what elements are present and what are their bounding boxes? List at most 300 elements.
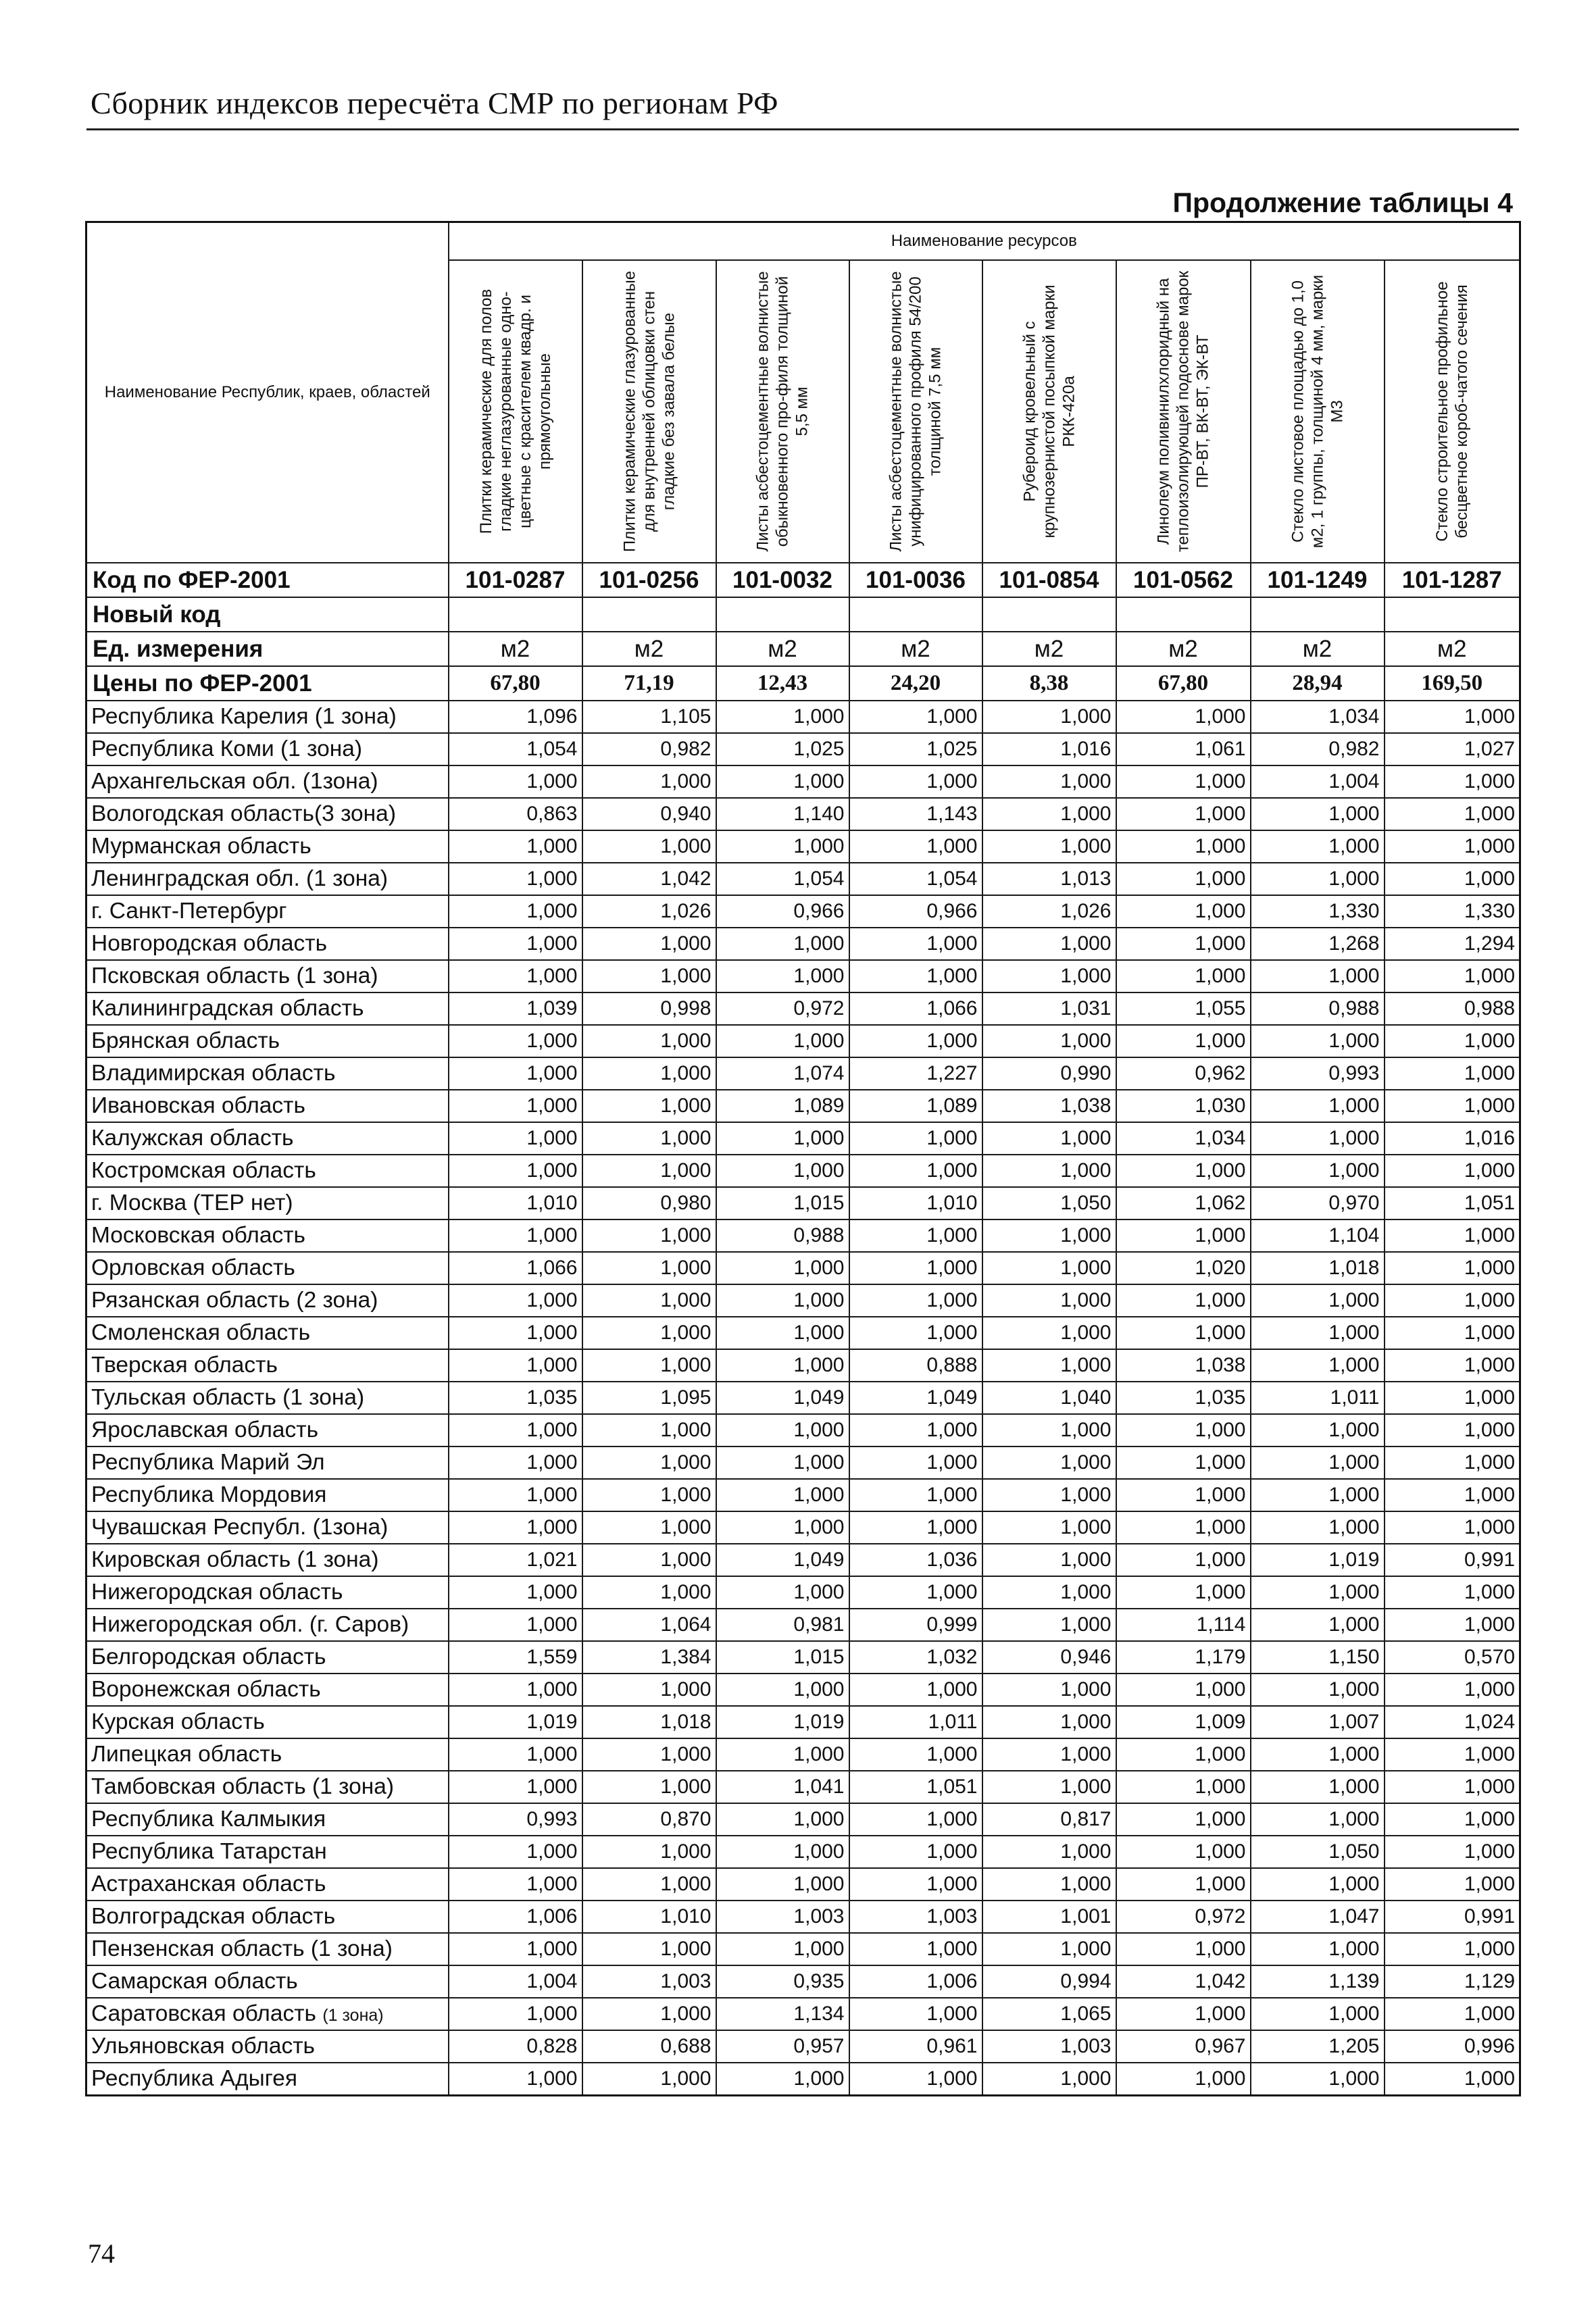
unit-cell: м2 xyxy=(716,632,849,666)
region-name: Республика Карелия (1 зона) xyxy=(91,704,397,729)
coefficient-cell: 1,000 xyxy=(716,1738,849,1771)
coefficient-cell: 1,050 xyxy=(1251,1836,1385,1868)
coefficient-cell: 1,000 xyxy=(1251,830,1385,863)
coefficient-cell: 1,001 xyxy=(982,1901,1116,1933)
region-name: Нижегородская область xyxy=(91,1580,343,1605)
region-name-cell xyxy=(86,1382,449,1414)
coefficient-cell: 1,000 xyxy=(1385,1674,1520,1706)
unit-row xyxy=(86,632,1520,666)
coefficient-cell: 0,988 xyxy=(716,1219,849,1252)
coefficient-cell: 1,000 xyxy=(716,2063,849,2096)
coefficient-cell: 1,227 xyxy=(849,1057,982,1090)
coefficient-cell: 0,972 xyxy=(716,992,849,1025)
coefficient-cell: 1,000 xyxy=(849,1155,982,1187)
coefficient-cell: 1,041 xyxy=(716,1771,849,1803)
coefficient-cell: 0,962 xyxy=(1116,1057,1251,1090)
coefficient-cell: 1,000 xyxy=(716,1479,849,1511)
region-name-cell xyxy=(86,1349,449,1382)
coefficient-cell: 1,038 xyxy=(1116,1349,1251,1382)
region-name-cell xyxy=(86,1933,449,1965)
region-name: Псковская область (1 зона) xyxy=(91,963,378,988)
coefficient-cell: 1,003 xyxy=(849,1901,982,1933)
coefficient-cell: 1,000 xyxy=(449,895,582,928)
coefficient-cell: 1,034 xyxy=(1251,701,1385,733)
coefficient-cell: 1,000 xyxy=(1385,1317,1520,1349)
coefficient-cell: 1,000 xyxy=(982,1706,1116,1738)
coefficient-cell: 1,000 xyxy=(1251,1674,1385,1706)
coefficient-cell: 1,019 xyxy=(449,1706,582,1738)
coefficient-cell: 1,000 xyxy=(449,1609,582,1641)
coefficient-cell: 1,139 xyxy=(1251,1965,1385,1998)
coefficient-cell: 1,000 xyxy=(1251,1349,1385,1382)
coefficient-cell: 1,054 xyxy=(449,733,582,765)
coefficient-cell: 0,999 xyxy=(849,1609,982,1641)
coefficient-cell: 1,035 xyxy=(449,1382,582,1414)
region-name: Саратовская область xyxy=(91,2001,317,2026)
new-code-row-label: Новый код xyxy=(86,597,449,632)
coefficient-cell: 1,000 xyxy=(1251,1122,1385,1155)
coefficient-cell: 1,000 xyxy=(449,1317,582,1349)
coefficient-cell: 1,000 xyxy=(1251,960,1385,992)
region-name: Ивановская область xyxy=(91,1093,305,1118)
coefficient-cell: 1,034 xyxy=(1116,1122,1251,1155)
region-name: Воронежская область xyxy=(91,1677,321,1702)
coefficient-cell: 0,993 xyxy=(1251,1057,1385,1090)
coefficient-cell: 1,000 xyxy=(982,960,1116,992)
coefficient-cell: 1,064 xyxy=(582,1609,716,1641)
region-name-cell xyxy=(86,1836,449,1868)
coefficient-cell: 0,957 xyxy=(716,2030,849,2063)
coefficient-cell: 1,003 xyxy=(982,2030,1116,2063)
coefficient-cell: 1,004 xyxy=(449,1965,582,1998)
coefficient-cell: 1,062 xyxy=(1116,1187,1251,1219)
coefficient-cell: 1,105 xyxy=(582,701,716,733)
coefficient-cell: 1,000 xyxy=(1385,765,1520,798)
coefficient-cell: 1,000 xyxy=(449,1511,582,1544)
coefficient-cell: 1,000 xyxy=(582,1479,716,1511)
region-name-cell xyxy=(86,798,449,830)
coefficient-cell: 1,000 xyxy=(1385,1349,1520,1382)
region-name: г. Санкт-Петербург xyxy=(91,899,287,924)
coefficient-cell: 1,000 xyxy=(982,1155,1116,1187)
coefficient-cell: 1,000 xyxy=(982,1414,1116,1447)
coefficient-cell: 0,991 xyxy=(1385,1901,1520,1933)
resource-column-header xyxy=(449,260,582,563)
new-code-cell xyxy=(716,597,849,632)
coefficient-cell: 1,000 xyxy=(449,1057,582,1090)
table-row xyxy=(86,992,1520,1025)
coefficient-cell: 1,000 xyxy=(1385,1576,1520,1609)
coefficient-cell: 1,000 xyxy=(582,765,716,798)
coefficient-cell: 1,000 xyxy=(582,1447,716,1479)
coefficient-cell: 1,000 xyxy=(1116,1738,1251,1771)
region-name: Чувашская Республ. (1зона) xyxy=(91,1515,389,1540)
coefficient-cell: 1,036 xyxy=(849,1544,982,1576)
table-row xyxy=(86,1414,1520,1447)
table-row xyxy=(86,1122,1520,1155)
coefficient-cell: 1,000 xyxy=(449,928,582,960)
coefficient-cell: 1,000 xyxy=(716,1933,849,1965)
coefficient-cell: 1,018 xyxy=(1251,1252,1385,1284)
price-row xyxy=(86,666,1520,701)
coefficient-cell: 1,000 xyxy=(582,1576,716,1609)
resource-column-header xyxy=(849,260,982,563)
coefficient-cell: 1,104 xyxy=(1251,1219,1385,1252)
price-cell: 67,80 xyxy=(1116,666,1251,701)
coefficient-cell: 1,025 xyxy=(716,733,849,765)
table-row xyxy=(86,1933,1520,1965)
coefficient-cell: 1,000 xyxy=(1385,1511,1520,1544)
coefficient-cell: 0,982 xyxy=(582,733,716,765)
coefficient-cell: 1,000 xyxy=(982,1479,1116,1511)
region-name: Ярославская область xyxy=(91,1417,319,1442)
coefficient-cell: 1,042 xyxy=(1116,1965,1251,1998)
region-name-cell xyxy=(86,1674,449,1706)
coefficient-cell: 1,114 xyxy=(1116,1609,1251,1641)
resource-column-header-text: Рубероид кровельный с крупнозернистой посыпкой марки РКК-420а xyxy=(1020,284,1078,538)
region-name: Липецкая область xyxy=(91,1742,282,1767)
coefficient-cell: 1,000 xyxy=(982,1252,1116,1284)
coefficient-cell: 0,990 xyxy=(982,1057,1116,1090)
coefficient-cell: 1,000 xyxy=(849,1219,982,1252)
coefficient-cell: 1,000 xyxy=(716,928,849,960)
coefficient-cell: 1,025 xyxy=(849,733,982,765)
coefficient-cell: 1,000 xyxy=(449,1219,582,1252)
coefficient-cell: 1,000 xyxy=(849,1511,982,1544)
coefficient-cell: 1,000 xyxy=(582,928,716,960)
coefficient-cell: 1,096 xyxy=(449,701,582,733)
coefficient-cell: 1,000 xyxy=(1116,798,1251,830)
coefficient-cell: 1,000 xyxy=(1251,1155,1385,1187)
price-cell: 67,80 xyxy=(449,666,582,701)
coefficient-cell: 1,000 xyxy=(1251,1803,1385,1836)
coefficient-cell: 0,988 xyxy=(1251,992,1385,1025)
region-name-cell xyxy=(86,2030,449,2063)
table-row xyxy=(86,1025,1520,1057)
coefficient-cell: 1,011 xyxy=(1251,1382,1385,1414)
coefficient-cell: 1,000 xyxy=(716,1836,849,1868)
resource-column-header-text: Стекло строительное профильное бесцветное короб-чатого сечения xyxy=(1432,281,1471,542)
coefficient-cell: 1,000 xyxy=(716,1155,849,1187)
region-name: Ленинградская обл. (1 зона) xyxy=(91,866,389,891)
region-name-cell xyxy=(86,1317,449,1349)
table-row xyxy=(86,1771,1520,1803)
region-name-cell xyxy=(86,1057,449,1090)
region-name: Нижегородская обл. (г. Саров) xyxy=(91,1612,409,1637)
coefficient-cell: 1,000 xyxy=(449,830,582,863)
coefficient-cell: 1,000 xyxy=(582,960,716,992)
coefficient-cell: 0,967 xyxy=(1116,2030,1251,2063)
region-name: Республика Коми (1 зона) xyxy=(91,736,362,761)
coefficient-cell: 1,000 xyxy=(1116,1511,1251,1544)
coefficient-cell: 1,000 xyxy=(1251,1576,1385,1609)
table-row xyxy=(86,1803,1520,1836)
new-code-cell xyxy=(1251,597,1385,632)
coefficient-cell: 1,000 xyxy=(849,1576,982,1609)
resource-column-header-text: Листы асбестоцементные волнистые унифицированного профиля 54/200 толщиной 7,5 мм xyxy=(887,271,945,552)
coefficient-cell: 1,000 xyxy=(716,1414,849,1447)
unit-cell: м2 xyxy=(449,632,582,666)
resource-column-header-text: Плитки керамические для полов гладкие неглазурованные одно-цветные с красителем квадр. и прямоугольные xyxy=(476,288,554,534)
region-name-cell xyxy=(86,1609,449,1641)
resource-column-header xyxy=(982,260,1116,563)
region-name: Смоленская область xyxy=(91,1320,311,1345)
region-name-cell xyxy=(86,1187,449,1219)
coefficient-cell: 1,000 xyxy=(982,928,1116,960)
region-name: Тамбовская область (1 зона) xyxy=(91,1774,395,1799)
coefficient-cell: 1,000 xyxy=(1116,1155,1251,1187)
coefficient-cell: 1,140 xyxy=(716,798,849,830)
region-name: Республика Калмыкия xyxy=(91,1807,326,1832)
coefficient-cell: 1,054 xyxy=(849,863,982,895)
coefficient-cell: 1,000 xyxy=(1116,1479,1251,1511)
coefficient-cell: 1,004 xyxy=(1251,765,1385,798)
table-row xyxy=(86,1447,1520,1479)
region-name: Рязанская область (2 зона) xyxy=(91,1288,378,1313)
table-row xyxy=(86,701,1520,733)
coefficient-cell: 1,000 xyxy=(449,1868,582,1901)
code-row-label: Код по ФЕР-2001 xyxy=(86,563,449,597)
coefficient-cell: 1,000 xyxy=(849,1414,982,1447)
coefficients-table xyxy=(85,221,1521,2096)
coefficient-cell: 1,049 xyxy=(716,1544,849,1576)
coefficient-cell: 1,000 xyxy=(582,1414,716,1447)
coefficient-cell: 1,000 xyxy=(982,1868,1116,1901)
region-name: Белгородская область xyxy=(91,1644,326,1669)
coefficient-cell: 1,000 xyxy=(1385,1025,1520,1057)
coefficient-cell: 1,000 xyxy=(982,2063,1116,2096)
coefficient-cell: 0,998 xyxy=(582,992,716,1025)
region-name: Ульяновская область xyxy=(91,2034,315,2059)
coefficient-cell: 0,993 xyxy=(449,1803,582,1836)
coefficient-cell: 1,026 xyxy=(982,895,1116,928)
coefficient-cell: 1,000 xyxy=(1116,1414,1251,1447)
coefficient-cell: 1,000 xyxy=(716,1122,849,1155)
code-row xyxy=(86,563,1520,597)
coefficient-cell: 1,089 xyxy=(716,1090,849,1122)
coefficient-cell: 0,981 xyxy=(716,1609,849,1641)
coefficient-cell: 1,000 xyxy=(1385,1284,1520,1317)
coefficient-cell: 0,988 xyxy=(1385,992,1520,1025)
region-name: Костромская область xyxy=(91,1158,316,1183)
coefficient-cell: 1,000 xyxy=(982,1544,1116,1576)
coefficient-cell: 1,000 xyxy=(849,2063,982,2096)
coefficient-cell: 1,294 xyxy=(1385,928,1520,960)
resource-code: 101-1249 xyxy=(1251,563,1385,597)
coefficient-cell: 1,000 xyxy=(1251,1479,1385,1511)
coefficient-cell: 1,000 xyxy=(716,765,849,798)
coefficient-cell: 1,035 xyxy=(1116,1382,1251,1414)
coefficient-cell: 1,384 xyxy=(582,1641,716,1674)
coefficient-cell: 1,000 xyxy=(1116,1998,1251,2030)
coefficient-cell: 1,019 xyxy=(716,1706,849,1738)
region-name-cell xyxy=(86,733,449,765)
table-row xyxy=(86,1738,1520,1771)
coefficient-cell: 1,000 xyxy=(1116,701,1251,733)
resource-column-header xyxy=(582,260,716,563)
table-row xyxy=(86,1641,1520,1674)
coefficient-cell: 1,000 xyxy=(716,1674,849,1706)
coefficient-cell: 1,024 xyxy=(1385,1706,1520,1738)
coefficient-cell: 1,000 xyxy=(1385,1057,1520,1090)
coefficient-cell: 1,000 xyxy=(716,1868,849,1901)
coefficient-cell: 0,935 xyxy=(716,1965,849,1998)
unit-cell: м2 xyxy=(982,632,1116,666)
coefficient-cell: 1,049 xyxy=(716,1382,849,1414)
table-row xyxy=(86,1284,1520,1317)
price-cell: 12,43 xyxy=(716,666,849,701)
coefficient-cell: 1,000 xyxy=(849,1868,982,1901)
new-code-row xyxy=(86,597,1520,632)
coefficient-cell: 1,000 xyxy=(449,1122,582,1155)
unit-cell: м2 xyxy=(582,632,716,666)
table-row xyxy=(86,1998,1520,2030)
new-code-cell xyxy=(582,597,716,632)
coefficient-cell: 1,000 xyxy=(982,1609,1116,1641)
coefficient-cell: 1,000 xyxy=(982,701,1116,733)
coefficient-cell: 1,000 xyxy=(982,830,1116,863)
coefficient-cell: 1,003 xyxy=(582,1965,716,1998)
coefficient-cell: 1,000 xyxy=(1251,1933,1385,1965)
coefficient-cell: 1,000 xyxy=(1385,1252,1520,1284)
table-row xyxy=(86,1706,1520,1738)
coefficient-cell: 1,000 xyxy=(982,1738,1116,1771)
coefficient-cell: 1,000 xyxy=(716,1025,849,1057)
coefficient-cell: 1,065 xyxy=(982,1998,1116,2030)
coefficient-cell: 1,000 xyxy=(1116,1219,1251,1252)
coefficient-cell: 1,000 xyxy=(849,1447,982,1479)
region-name-cell xyxy=(86,960,449,992)
unit-cell: м2 xyxy=(849,632,982,666)
region-name: Орловская область xyxy=(91,1255,295,1280)
region-name: г. Москва (ТЕР нет) xyxy=(91,1190,293,1215)
table-row xyxy=(86,1576,1520,1609)
region-name-cell xyxy=(86,1965,449,1998)
region-name: Московская область xyxy=(91,1223,306,1248)
coefficient-cell: 1,000 xyxy=(849,1252,982,1284)
coefficient-cell: 1,000 xyxy=(849,1025,982,1057)
coefficient-cell: 1,000 xyxy=(1251,1998,1385,2030)
region-name-cell xyxy=(86,992,449,1025)
coefficient-cell: 1,054 xyxy=(716,863,849,895)
coefficient-cell: 1,179 xyxy=(1116,1641,1251,1674)
new-code-cell xyxy=(449,597,582,632)
region-name-cell xyxy=(86,895,449,928)
coefficient-cell: 1,016 xyxy=(1385,1122,1520,1155)
coefficient-cell: 1,000 xyxy=(982,1771,1116,1803)
region-name-cell xyxy=(86,1155,449,1187)
coefficient-cell: 1,010 xyxy=(582,1901,716,1933)
region-name-note: (1 зона) xyxy=(322,2006,384,2025)
unit-cell: м2 xyxy=(1116,632,1251,666)
coefficient-cell: 1,000 xyxy=(582,1219,716,1252)
coefficient-cell: 1,000 xyxy=(582,1771,716,1803)
coefficient-cell: 1,000 xyxy=(449,1447,582,1479)
coefficient-cell: 0,966 xyxy=(849,895,982,928)
coefficient-cell: 1,000 xyxy=(849,1122,982,1155)
coefficient-cell: 1,000 xyxy=(849,765,982,798)
coefficient-cell: 1,000 xyxy=(1251,1025,1385,1057)
region-name: Тульская область (1 зона) xyxy=(91,1385,365,1410)
coefficient-cell: 1,000 xyxy=(982,1933,1116,1965)
coefficient-cell: 0,570 xyxy=(1385,1641,1520,1674)
coefficient-cell: 0,940 xyxy=(582,798,716,830)
coefficient-cell: 1,006 xyxy=(449,1901,582,1933)
coefficient-cell: 1,013 xyxy=(982,863,1116,895)
region-name-cell xyxy=(86,1998,449,2030)
table-row xyxy=(86,1155,1520,1187)
new-code-cell xyxy=(849,597,982,632)
region-name-cell xyxy=(86,701,449,733)
coefficient-cell: 1,000 xyxy=(982,765,1116,798)
coefficient-cell: 1,000 xyxy=(849,701,982,733)
table-row xyxy=(86,928,1520,960)
resource-code: 101-0287 xyxy=(449,563,582,597)
coefficient-cell: 1,000 xyxy=(1116,1544,1251,1576)
coefficient-cell: 1,007 xyxy=(1251,1706,1385,1738)
coefficient-cell: 1,000 xyxy=(982,1122,1116,1155)
coefficient-cell: 1,010 xyxy=(849,1187,982,1219)
table-row xyxy=(86,960,1520,992)
coefficient-cell: 1,134 xyxy=(716,1998,849,2030)
table-row xyxy=(86,2063,1520,2096)
resource-code: 101-0036 xyxy=(849,563,982,597)
coefficient-cell: 1,066 xyxy=(449,1252,582,1284)
region-name-cell xyxy=(86,1868,449,1901)
region-name-cell xyxy=(86,1090,449,1122)
coefficient-cell: 1,559 xyxy=(449,1641,582,1674)
region-name-cell xyxy=(86,1284,449,1317)
coefficient-cell: 1,000 xyxy=(449,1090,582,1122)
coefficient-cell: 1,074 xyxy=(716,1057,849,1090)
coefficient-cell: 1,000 xyxy=(849,1284,982,1317)
table-row xyxy=(86,1090,1520,1122)
coefficient-cell: 1,000 xyxy=(982,1674,1116,1706)
coefficient-cell: 1,000 xyxy=(582,1284,716,1317)
coefficient-cell: 1,000 xyxy=(449,1933,582,1965)
region-name-cell xyxy=(86,1544,449,1576)
table-row xyxy=(86,1252,1520,1284)
coefficient-cell: 1,000 xyxy=(849,1933,982,1965)
coefficient-cell: 1,015 xyxy=(716,1187,849,1219)
coefficient-cell: 1,000 xyxy=(1385,1414,1520,1447)
coefficient-cell: 1,000 xyxy=(1116,2063,1251,2096)
coefficient-cell: 1,000 xyxy=(982,798,1116,830)
coefficient-cell: 1,000 xyxy=(1251,1284,1385,1317)
new-code-cell xyxy=(1116,597,1251,632)
region-name: Пензенская область (1 зона) xyxy=(91,1936,393,1961)
coefficient-cell: 1,000 xyxy=(1116,928,1251,960)
coefficient-cell: 1,000 xyxy=(1385,863,1520,895)
coefficient-cell: 1,047 xyxy=(1251,1901,1385,1933)
region-name-cell xyxy=(86,1803,449,1836)
coefficient-cell: 1,000 xyxy=(982,1576,1116,1609)
resource-column-header-text: Плитки керамические глазурованные для внутренней облицовки стен гладкие без завала белые xyxy=(620,270,678,553)
coefficient-cell: 1,000 xyxy=(449,1414,582,1447)
region-name-cell xyxy=(86,1901,449,1933)
coefficient-cell: 1,330 xyxy=(1385,895,1520,928)
coefficient-cell: 0,972 xyxy=(1116,1901,1251,1933)
table-row xyxy=(86,1609,1520,1641)
region-name-cell xyxy=(86,928,449,960)
region-name-cell xyxy=(86,1511,449,1544)
table-row xyxy=(86,1057,1520,1090)
coefficient-cell: 1,051 xyxy=(1385,1187,1520,1219)
new-code-cell xyxy=(1385,597,1520,632)
table-row xyxy=(86,2030,1520,2063)
coefficient-cell: 1,000 xyxy=(1116,1803,1251,1836)
coefficient-cell: 1,000 xyxy=(1116,1317,1251,1349)
